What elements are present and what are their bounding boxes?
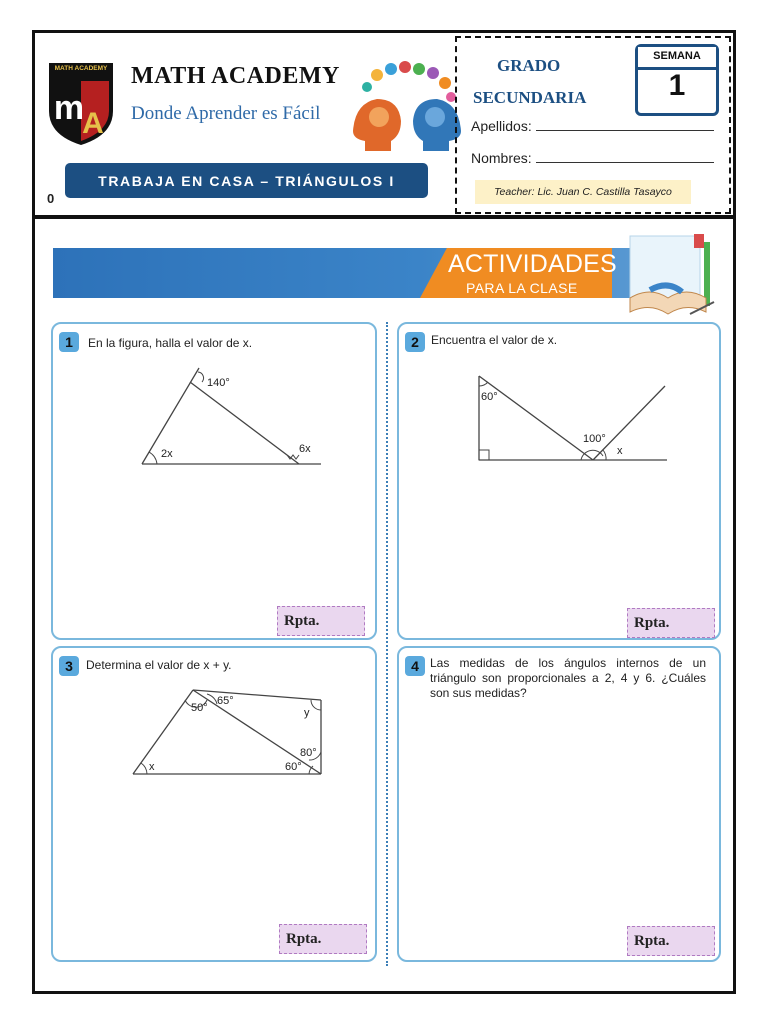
label-x3: x [149, 761, 155, 773]
problem-text-3: Determina el valor de x + y. [86, 658, 232, 672]
problem-number-3: 3 [59, 656, 79, 676]
activities-title: ACTIVIDADES [448, 250, 617, 278]
label-2x: 2x [161, 448, 173, 460]
problem-card-4 [397, 646, 721, 962]
problem-number-1: 1 [59, 332, 79, 352]
label-140: 140° [207, 377, 230, 389]
problem-number-2: 2 [405, 332, 425, 352]
week-number: 1 [668, 69, 686, 102]
answer-box-3[interactable]: Rpta. [279, 924, 367, 954]
label-65: 65° [217, 695, 234, 707]
triangle-figure-2 [399, 324, 723, 642]
answer-box-1[interactable]: Rpta. [277, 606, 365, 636]
brain-illustration [347, 61, 467, 151]
corner-mark: 0 [47, 191, 55, 206]
surname-line[interactable] [536, 118, 714, 131]
level-label: SECUNDARIA [473, 88, 587, 107]
problem-card-2 [397, 322, 721, 640]
logo-wordmark: MATH ACADEMY [54, 65, 108, 72]
column-divider [386, 322, 388, 966]
problem-text-4: Las medidas de los ángulos internos de un triángulo son proporcionales a 2, 4 y 6. ¿Cuáles son sus medidas? [430, 656, 706, 700]
problem-number-4: 4 [405, 656, 425, 676]
problem-text-1: En la figura, halla el valor de x. [88, 336, 253, 350]
name-line[interactable] [536, 150, 714, 163]
week-box [635, 44, 719, 116]
name-label: Nombres: [471, 150, 532, 166]
academy-logo [47, 61, 115, 147]
header-divider [32, 215, 736, 219]
book-illustration [620, 228, 716, 320]
header [35, 33, 733, 215]
label-x: x [617, 445, 623, 457]
label-y: y [304, 707, 310, 719]
problem-card-1 [51, 322, 377, 640]
student-info-box [455, 36, 731, 214]
svg-text:m: m [53, 89, 85, 127]
problem-card-3 [51, 646, 377, 962]
grade-label: GRADO [497, 56, 561, 75]
svg-text:A: A [82, 107, 104, 140]
name-field[interactable] [471, 150, 714, 166]
worksheet-title-banner: TRABAJA EN CASA – TRIÁNGULOS I [65, 163, 428, 198]
answer-box-2[interactable]: Rpta. [627, 608, 715, 638]
surname-label: Apellidos: [471, 118, 532, 134]
label-80: 80° [300, 747, 317, 759]
label-100: 100° [583, 433, 606, 445]
label-6x: 6x [299, 443, 311, 455]
problem-text-2: Encuentra el valor de x. [431, 333, 558, 347]
label-60: 60° [481, 391, 498, 403]
label-50: 50° [191, 702, 208, 714]
teacher-badge: Teacher: Lic. Juan C. Castilla Tasayco [475, 180, 691, 204]
answer-box-4[interactable]: Rpta. [627, 926, 715, 956]
quadrilateral-figure-3 [53, 648, 379, 964]
surname-field[interactable] [471, 118, 714, 134]
activities-subtitle: PARA LA CLASE [466, 280, 578, 296]
academy-title: MATH ACADEMY [131, 63, 340, 89]
week-title: SEMANA [638, 47, 716, 70]
label-60b: 60° [285, 761, 302, 773]
triangle-figure-1 [53, 324, 379, 642]
academy-slogan: Donde Aprender es Fácil [131, 103, 321, 124]
